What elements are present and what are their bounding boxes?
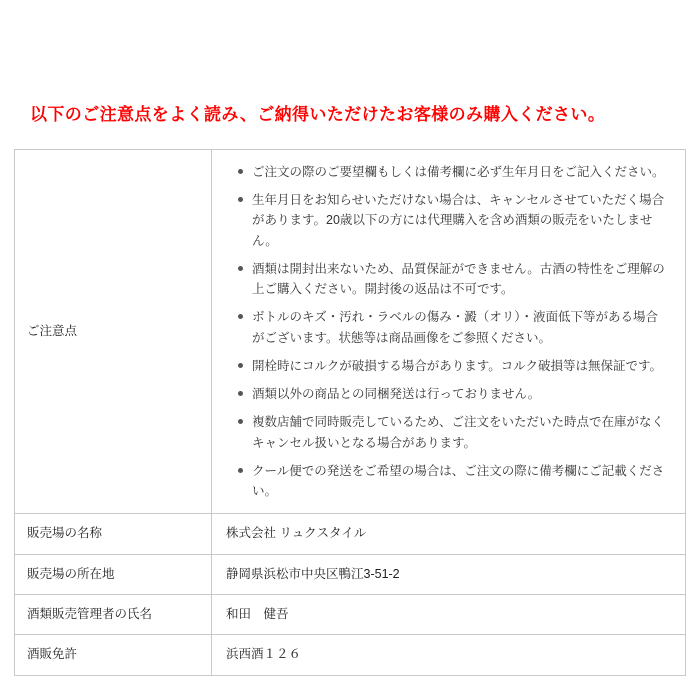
page-title: 以下のご注意点をよく読み、ご納得いただけたお客様のみ購入ください。 — [30, 105, 606, 124]
row-label-seller-address: 販売場の所在地 — [15, 554, 212, 594]
seller-info-table — [14, 149, 686, 676]
notes-list — [220, 162, 669, 502]
table-row-license — [15, 635, 686, 675]
table-row-notes — [15, 149, 686, 514]
row-value-license: 浜西酒１２６ — [212, 635, 686, 675]
row-value-seller-address: 静岡県浜松市中央区鴨江3-51-2 — [212, 554, 686, 594]
list-item: 生年月日をお知らせいただけない場合は、キャンセルさせていただく場合があります。20歳以下の方には代理購入を含め酒類の販売をいたしません。 — [238, 190, 669, 251]
row-value-seller-name: 株式会社 リュクスタイル — [212, 514, 686, 554]
table-row-seller-name — [15, 514, 686, 554]
list-item: ご注文の際のご要望欄もしくは備考欄に必ず生年月日をご記入ください。 — [238, 162, 669, 182]
row-label-manager-name: 酒類販売管理者の氏名 — [15, 595, 212, 635]
row-label-seller-name: 販売場の名称 — [15, 514, 212, 554]
list-item: 酒類以外の商品との同梱発送は行っておりません。 — [238, 384, 669, 404]
list-item: クール便での発送をご希望の場合は、ご注文の際に備考欄にご記載ください。 — [238, 461, 669, 502]
row-value-notes — [212, 149, 686, 514]
list-item: ボトルのキズ・汚れ・ラベルの傷み・澱（オリ）・液面低下等がある場合がございます。状態等は商品画像をご参照ください。 — [238, 307, 669, 348]
list-item: 複数店舗で同時販売しているため、ご注文をいただいた時点で在庫がなくキャンセル扱いとなる場合があります。 — [238, 412, 669, 453]
row-label-notes: ご注意点 — [15, 149, 212, 514]
table-row-manager-name — [15, 595, 686, 635]
list-item: 酒類は開封出来ないため、品質保証ができません。古酒の特性をご理解の上ご購入ください。開封後の返品は不可です。 — [238, 259, 669, 300]
table-row-seller-address — [15, 554, 686, 594]
row-value-manager-name: 和田 健吾 — [212, 595, 686, 635]
row-label-license: 酒販免許 — [15, 635, 212, 675]
list-item: 開栓時にコルクが破損する場合があります。コルク破損等は無保証です。 — [238, 356, 669, 376]
